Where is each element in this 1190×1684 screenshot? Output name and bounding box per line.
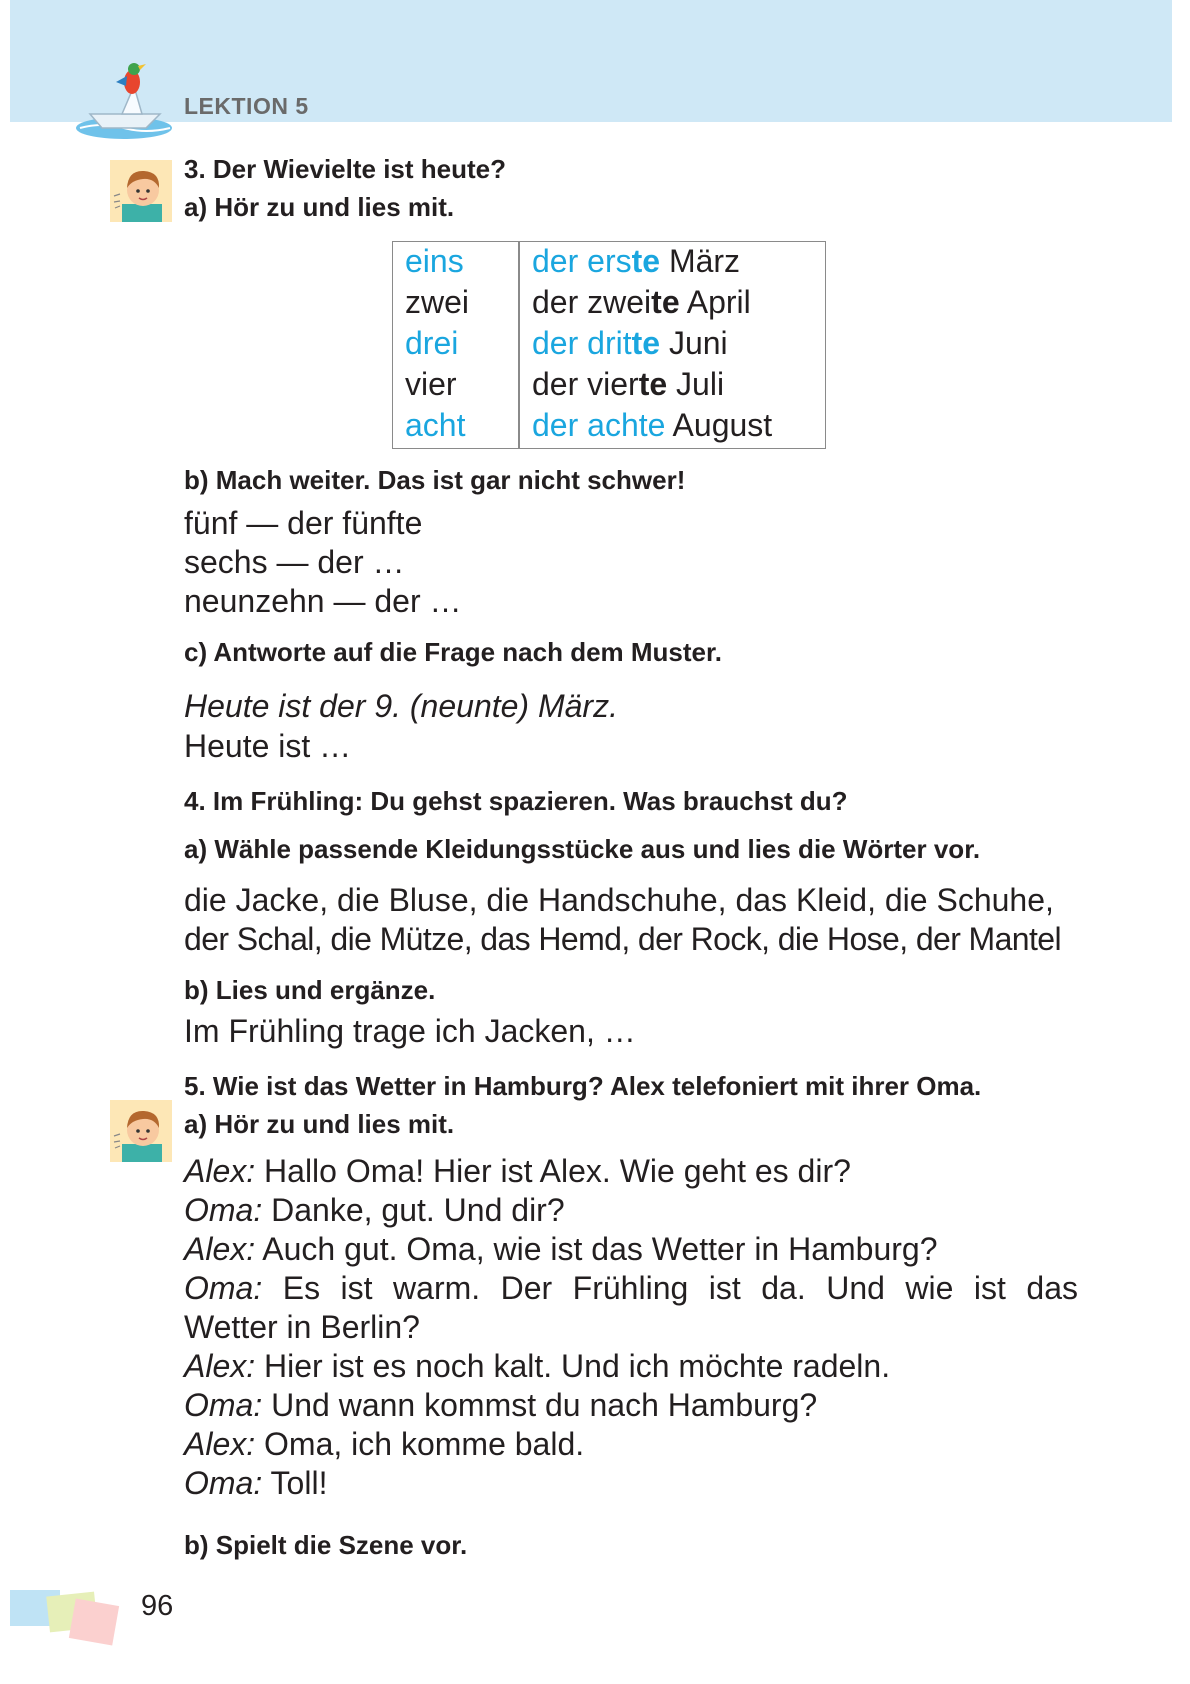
ordinal-stem: der achte — [532, 407, 666, 443]
ex5-b-instruction: b) Spielt die Szene vor. — [184, 1530, 468, 1560]
ordinal-cell — [532, 407, 772, 444]
dialog-line — [184, 1465, 327, 1502]
speaker: Alex: — [184, 1426, 256, 1462]
ex5-a-instruction: a) Hör zu und lies mit. — [184, 1109, 455, 1139]
utterance: Hallo Oma! Hier ist Alex. Wie geht es dir? — [255, 1153, 851, 1189]
dialog-line — [184, 1348, 890, 1385]
dialog-line — [184, 1426, 584, 1463]
listen-kid-icon — [110, 1100, 172, 1162]
word: das — [1026, 1270, 1078, 1306]
dialog-line-justified — [184, 1270, 1078, 1307]
word: Der — [500, 1270, 553, 1306]
cardinal-cell: drei — [405, 325, 459, 361]
speaker: Alex: — [184, 1153, 256, 1189]
ordinal-suffix: te — [651, 284, 680, 320]
speaker: Oma: — [184, 1465, 263, 1501]
ex3-a-instruction: a) Hör zu und lies mit. — [184, 192, 455, 222]
clothing-words-line: der Schal, die Mütze, das Hemd, der Rock, die Hose, der Mantel — [184, 921, 1062, 957]
speaker: Oma: — [184, 1270, 263, 1306]
ordinal-suffix: te — [631, 325, 661, 361]
dialog-line — [184, 1192, 565, 1229]
lesson-label: LEKTION 5 — [184, 93, 309, 119]
ordinal-stem: der zwei — [532, 284, 652, 320]
cardinal-cell: zwei — [405, 284, 470, 320]
cardinal-cell: vier — [405, 366, 457, 402]
utterance: Auch gut. Oma, wie ist das Wetter in Hamburg? — [255, 1231, 938, 1267]
ex4-b-instruction: b) Lies und ergänze. — [184, 975, 436, 1005]
ex3-b-line: fünf — der fünfte — [184, 505, 423, 541]
ex3-b-line: neunzehn — der … — [184, 583, 462, 619]
word: Frühling — [572, 1270, 689, 1306]
ordinal-stem: der vier — [532, 366, 639, 402]
ordinal-table — [392, 241, 826, 449]
paper-boat-mascot-icon — [72, 56, 176, 146]
dialog-line — [184, 1153, 851, 1190]
clothing-words-line: die Jacke, die Bluse, die Handschuhe, das Kleid, die Schuhe, — [184, 882, 1054, 918]
ex4-b-line: Im Frühling trage ich Jacken, … — [184, 1013, 636, 1049]
ex3-b-instruction: b) Mach weiter. Das ist gar nicht schwer! — [184, 465, 686, 495]
word: ist — [973, 1270, 1006, 1306]
ordinal-cell — [532, 325, 728, 362]
month: April — [686, 284, 751, 320]
cardinal-cell: acht — [405, 407, 466, 443]
ordinal-stem: der drit — [532, 325, 632, 361]
month: Juni — [668, 325, 728, 361]
dialog-line — [184, 1309, 420, 1346]
word: warm. — [393, 1270, 481, 1306]
table-row — [393, 366, 825, 407]
utterance: Wetter in Berlin? — [184, 1309, 420, 1345]
ordinal-stem: der ers — [532, 243, 632, 279]
ordinal-cell — [532, 243, 740, 280]
word: wie — [905, 1270, 954, 1306]
ex4-a-instruction: a) Wähle passende Kleidungsstücke aus und lies die Wörter vor. — [184, 834, 981, 864]
ordinal-cell — [532, 284, 751, 321]
page-number: 96 — [141, 1590, 174, 1622]
speaker: Oma: — [184, 1387, 263, 1423]
utterance: Hier ist es noch kalt. Und ich möchte radeln. — [255, 1348, 891, 1384]
ex3-c-line: Heute ist … — [184, 728, 352, 764]
utterance: Oma, ich komme bald. — [255, 1426, 585, 1462]
ordinal-suffix: te — [631, 243, 661, 279]
word: da. — [761, 1270, 806, 1306]
table-row — [393, 325, 825, 366]
word: Und — [826, 1270, 885, 1306]
ex3-c-instruction: c) Antworte auf die Frage nach dem Muster. — [184, 637, 722, 667]
speaker: Alex: — [184, 1348, 256, 1384]
ex3-b-line: sechs — der … — [184, 544, 405, 580]
word: Es — [282, 1270, 321, 1306]
month: März — [668, 243, 741, 279]
dialog-line — [184, 1231, 938, 1268]
decorative-squares-icon — [8, 1584, 144, 1656]
ordinal-suffix: te — [638, 366, 668, 402]
word: ist — [340, 1270, 373, 1306]
listen-kid-icon — [110, 160, 172, 222]
ex4-title: 4. Im Frühling: Du gehst spazieren. Was brauchst du? — [184, 786, 848, 816]
utterance: Und wann kommst du nach Hamburg? — [262, 1387, 818, 1423]
table-row — [393, 407, 825, 448]
month: August — [672, 407, 773, 443]
table-row — [393, 243, 825, 284]
ex3-c-example: Heute ist der 9. (neunte) März. — [184, 688, 618, 724]
speaker: Alex: — [184, 1231, 256, 1267]
word: ist — [708, 1270, 741, 1306]
utterance: Toll! — [262, 1465, 328, 1501]
utterance: Danke, gut. Und dir? — [262, 1192, 565, 1228]
ex3-title: 3. Der Wievielte ist heute? — [184, 154, 506, 184]
month: Juli — [676, 366, 725, 402]
cardinal-cell: eins — [405, 243, 464, 279]
table-row — [393, 284, 825, 325]
ordinal-cell — [532, 366, 724, 403]
dialog-line — [184, 1387, 817, 1424]
speaker: Oma: — [184, 1192, 263, 1228]
ex5-title: 5. Wie ist das Wetter in Hamburg? Alex telefoniert mit ihrer Oma. — [184, 1071, 982, 1101]
